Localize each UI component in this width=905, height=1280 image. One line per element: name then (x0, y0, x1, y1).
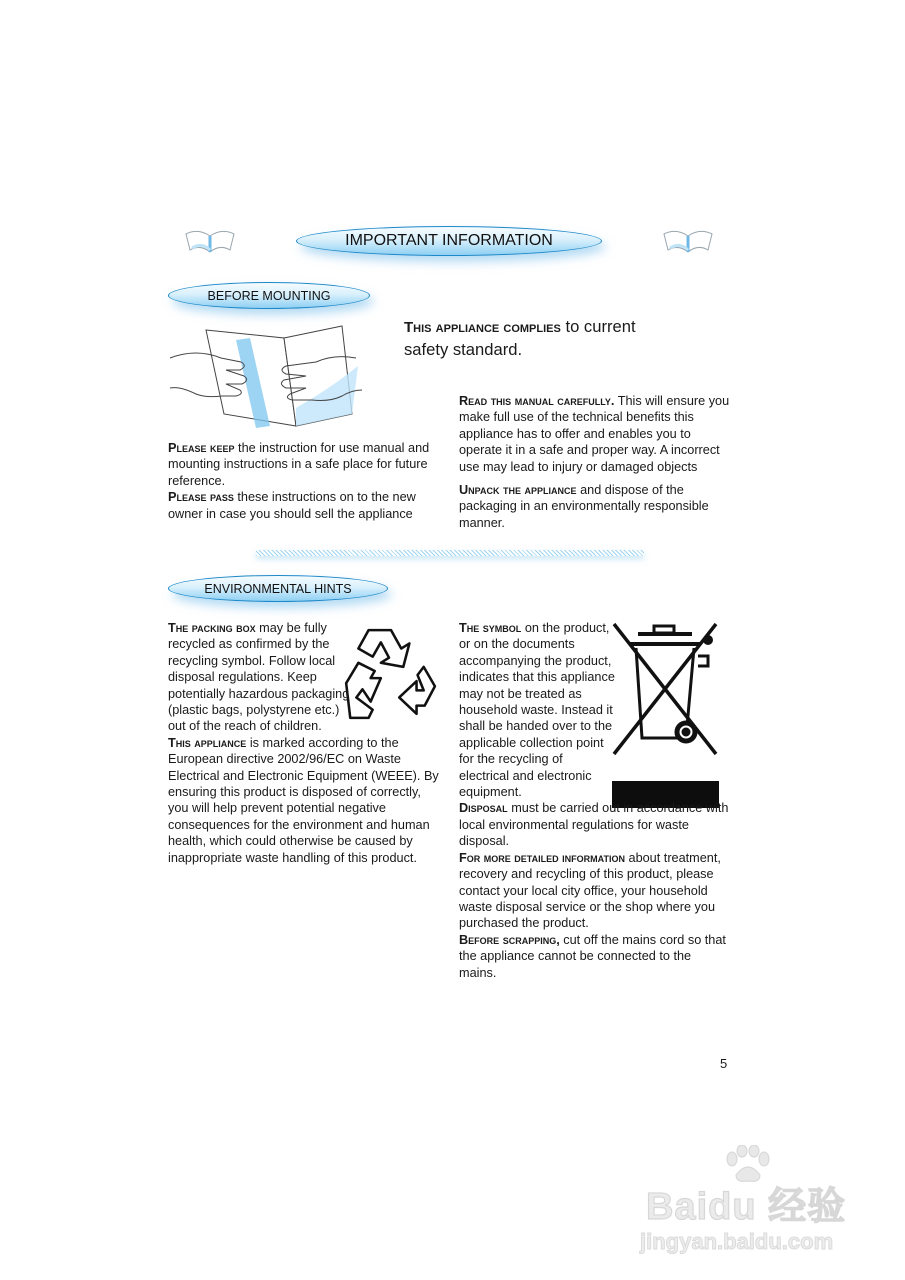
disposal-text: must be carried out in accordance with local environmental regulations for waste disposal. (459, 801, 729, 849)
section-heading-environmental-hints: ENVIRONMENTAL HINTS (168, 575, 388, 602)
symbol-lead: The symbol (459, 621, 522, 635)
compliance-text: to current (565, 317, 636, 336)
packing-box-paragraph (168, 620, 440, 866)
packing-text: may be fully recycled as confirmed by the recycling symbol. Follow local disposal regulations. Keep potentially hazardous packaging (plastic bags, polystyrene etc.) out of the reach of children. (168, 621, 350, 734)
open-book-icon (660, 222, 716, 258)
appliance-text: is marked according to the European directive 2002/96/EC on Waste Electrical and Electronic Equipment (WEEE). By ensuring this product is disposed of correctly, you will help prevent potential negative consequences for the environment and human health, which could otherwise be caused by inappropriate waste handling of this product. (168, 735, 439, 865)
symbol-paragraph (459, 620, 731, 981)
unpack-text: and dispose of the packaging in an environmentally responsible manner. (459, 483, 709, 530)
keep-lead: Please keep (168, 441, 235, 455)
unpack-lead: Unpack the appliance (459, 483, 577, 498)
section-divider (256, 550, 644, 556)
watermark-brand: Baidu 经验 (646, 1186, 847, 1228)
baidu-watermark (640, 1145, 880, 1275)
keep-text: the instruction for use manual and mounting instructions in a safe place for future reference. (168, 441, 430, 488)
watermark-url: jingyan.baidu.com (640, 1229, 834, 1254)
pass-lead: Please pass (168, 490, 234, 505)
keep-instructions-paragraph (168, 440, 440, 522)
compliance-statement (404, 316, 704, 361)
scrapping-lead: Before scrapping, (459, 932, 560, 947)
hands-holding-manual-illustration (166, 318, 366, 438)
pass-text: these instructions on to the new owner in case you should sell the appliance (168, 490, 416, 521)
disposal-lead: Disposal (459, 801, 508, 816)
detailed-info-lead: For more detailed information (459, 850, 625, 865)
page-number: 5 (720, 1056, 728, 1071)
read-lead: Read this manual carefully. (459, 394, 615, 408)
read-text: This will ensure you make full use of the technical benefits this appliance has to offer and enables you to operate it in a safe and proper way. A incorrect use may lead to injury or damaged objects (459, 394, 730, 474)
section-heading-before-mounting: BEFORE MOUNTING (168, 282, 370, 309)
compliance-lead: This appliance complies (404, 319, 561, 336)
page-title: IMPORTANT INFORMATION (296, 226, 602, 256)
scrapping-text: cut off the mains cord so that the appliance cannot be connected to the mains. (459, 932, 726, 980)
appliance-lead: This appliance (168, 735, 247, 750)
detailed-info-text: about treatment, recovery and recycling of this product, please contact your local city office, your household waste disposal service or the shop where you purchased the product. (459, 850, 721, 931)
compliance-text-2: safety standard. (404, 340, 523, 359)
read-manual-paragraph (459, 393, 731, 531)
packing-lead: The packing box (168, 621, 256, 635)
open-book-icon (182, 222, 238, 258)
symbol-text: on the product, or on the documents accompanying the product, indicates that this appliance may not be treated as household waste. Instead it shall be handed over to the applicable collection point for the recycling of electrical and electronic equipment. (459, 621, 615, 800)
